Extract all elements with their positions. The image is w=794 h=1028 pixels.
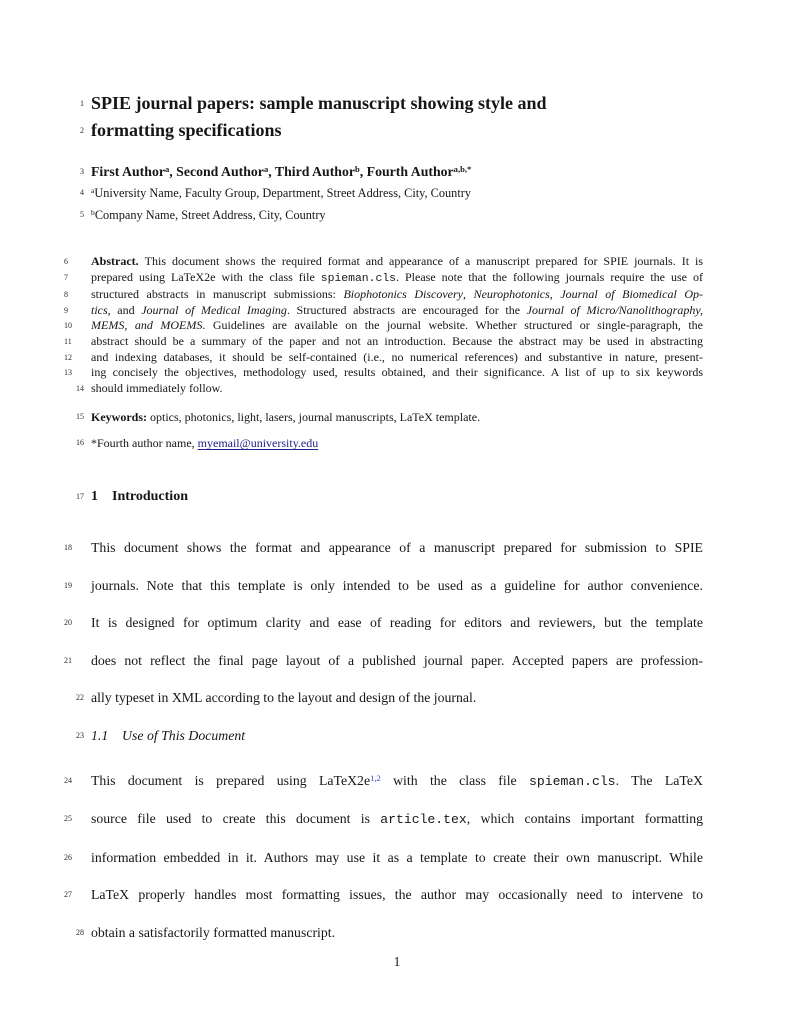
text-segment: ing concisely the objectives, methodology used, results obtained, and their significance. A list of up to six keywords — [91, 365, 703, 380]
doc-line — [76, 435, 703, 451]
code-text: spieman.cls — [529, 773, 616, 789]
text-segment: , and — [107, 302, 142, 317]
doc-line — [76, 486, 703, 507]
document-content — [64, 90, 704, 960]
text-segment: SPIE journal papers: sample manuscript showing style and — [91, 93, 547, 113]
line-number: 4 — [80, 188, 84, 197]
italic-text: tics — [91, 302, 108, 317]
line-number: 27 — [64, 890, 72, 900]
text-segment: journals. Note that this template is only intended to be used as a guideline for author convenience. — [91, 577, 703, 593]
line-number: 2 — [80, 126, 84, 135]
block-authors — [80, 162, 703, 183]
block-section — [76, 486, 703, 507]
line-number: 20 — [64, 618, 72, 628]
code-text: article.tex — [380, 812, 467, 828]
block-body — [64, 538, 703, 708]
text-segment: LaTeX properly handles most formatting issues, the author may occasionally need to intervene to — [91, 887, 703, 903]
superscript: a,b,* — [453, 163, 472, 174]
doc-line — [76, 409, 703, 425]
italic-text: Journal of Biomedical Op- — [560, 287, 704, 302]
doc-line — [64, 269, 703, 288]
line-number: 15 — [76, 412, 84, 422]
text-segment: , — [549, 287, 561, 302]
text-segment: First Author — [91, 164, 165, 179]
line-number: 23 — [76, 730, 84, 740]
doc-line — [64, 318, 703, 334]
text-segment: does not reflect the final page layout of a published journal paper. Accepted papers are profession- — [91, 652, 703, 668]
doc-line — [80, 90, 703, 117]
doc-line — [64, 848, 703, 868]
block-body — [64, 771, 703, 943]
superscript: a — [91, 186, 95, 196]
block-email — [76, 435, 703, 451]
citation-link[interactable]: 1,2 — [370, 772, 381, 783]
doc-line — [76, 726, 703, 746]
doc-line — [80, 183, 703, 205]
doc-line — [80, 117, 703, 144]
italic-text: MEMS, and MOEMS — [91, 318, 203, 333]
text-segment: with the class file — [380, 772, 530, 788]
doc-line — [64, 538, 703, 558]
text-segment: It is designed for optimum clarity and ease of reading for editors and reviewers, but the template — [91, 615, 703, 631]
doc-line — [76, 923, 703, 943]
text-segment: , Third Author — [268, 164, 355, 179]
superscript: a — [263, 163, 269, 174]
text-segment: 1.1 Use of This Document — [91, 727, 246, 743]
block-abstract — [64, 254, 704, 396]
line-number: 25 — [64, 814, 72, 824]
text-segment: . Guidelines are available on the journal website. Whether structured or single-paragraph, the — [202, 318, 703, 333]
text-segment: . Structured abstracts are encouraged for the — [286, 302, 527, 317]
block-subsection — [76, 726, 703, 746]
page-number: 1 — [393, 954, 401, 969]
text-segment: Company Name, Street Address, City, Country — [94, 208, 326, 222]
doc-line — [80, 162, 703, 183]
text-segment: *Fourth author name, — [91, 436, 198, 451]
text-segment: This document shows the format and appearance of a manuscript prepared for submission to SPIE — [91, 540, 703, 556]
email-link[interactable]: myemail@university.edu — [197, 436, 319, 451]
block-title — [80, 90, 703, 144]
text-segment: , Fourth Author — [359, 164, 454, 179]
line-number: 9 — [64, 305, 68, 315]
text-segment: structured abstracts in manuscript submissions: — [91, 287, 344, 302]
text-segment: source file used to create this document is — [91, 811, 381, 827]
text-segment: , — [463, 287, 474, 302]
text-segment: prepared using LaTeX2e with the class file — [91, 269, 321, 284]
superscript: a — [164, 163, 170, 174]
text-segment: University Name, Faculty Group, Department, Street Address, City, Country — [94, 186, 471, 200]
line-number: 19 — [64, 580, 72, 590]
doc-line — [64, 771, 703, 792]
line-number: 12 — [64, 352, 72, 362]
text-segment: 1 Introduction — [91, 489, 188, 505]
doc-line — [64, 254, 703, 270]
line-number: 11 — [64, 336, 72, 346]
italic-text: Biophotonics Discovery — [343, 287, 463, 302]
line-number: 17 — [76, 492, 84, 502]
italic-text: Journal of Medical Imaging — [141, 302, 287, 317]
text-segment: optics, photonics, light, lasers, journal manuscripts, LaTeX template. — [147, 410, 481, 425]
line-number: 7 — [64, 272, 68, 282]
text-segment: ally typeset in XML according to the layout and design of the journal. — [91, 690, 477, 706]
doc-line — [64, 302, 704, 319]
superscript: b — [355, 163, 360, 174]
italic-text: Journal of Micro/Nanolithography, — [526, 302, 704, 317]
line-number: 14 — [76, 383, 84, 393]
line-number: 18 — [64, 543, 72, 553]
bold-text: Keywords: — [91, 410, 147, 425]
doc-line — [76, 380, 703, 397]
doc-line — [64, 333, 703, 350]
line-number: 21 — [64, 655, 72, 665]
text-segment: and indexing databases, it should be self-contained (i.e., no numerical references) and substantive in nature, present- — [91, 349, 703, 364]
doc-line — [64, 349, 703, 366]
line-number: 3 — [80, 167, 84, 176]
superscript: b — [91, 208, 95, 218]
bold-text: Abstract. — [91, 254, 139, 268]
text-segment: abstract should be a summary of the paper and not an introduction. Because the abstract may be used in abstracting — [91, 333, 703, 348]
line-number: 13 — [64, 368, 72, 378]
line-number: 22 — [76, 693, 84, 703]
block-keywords — [76, 409, 703, 425]
line-number: 1 — [80, 99, 84, 108]
doc-line — [64, 809, 703, 830]
text-segment: should immediately follow. — [91, 380, 223, 395]
text-segment: formatting specifications — [91, 120, 282, 140]
doc-line — [80, 205, 703, 227]
line-number: 26 — [64, 852, 72, 862]
block-affiliations — [80, 183, 703, 227]
line-number: 28 — [76, 927, 84, 937]
doc-line — [64, 287, 704, 303]
text-segment: . The LaTeX — [615, 772, 703, 788]
italic-text: Neurophotonics — [473, 287, 550, 302]
text-segment: , which contains important formatting — [466, 811, 703, 827]
text-segment: obtain a satisfactorily formatted manuscript. — [91, 924, 336, 940]
doc-line — [64, 651, 703, 671]
text-segment: information embedded in it. Authors may use it as a template to create their own manuscript. While — [91, 849, 703, 865]
line-number: 16 — [76, 438, 84, 448]
line-number: 6 — [64, 257, 68, 266]
code-text: spieman.cls — [320, 272, 396, 285]
line-number: 8 — [64, 290, 68, 300]
line-number: 24 — [64, 775, 72, 785]
text-segment: , Second Author — [169, 164, 264, 179]
doc-line — [64, 885, 703, 905]
text-segment: This document shows the required format and appearance of a manuscript prepared for SPIE journals. It is — [138, 254, 703, 268]
line-number: 10 — [64, 321, 72, 331]
text-segment: . Please note that the following journals require the use of — [396, 269, 703, 284]
doc-line — [64, 365, 703, 381]
line-number: 5 — [80, 210, 84, 219]
doc-line — [76, 688, 703, 708]
text-segment: This document is prepared using LaTeX2e — [91, 772, 371, 788]
doc-line — [64, 613, 703, 633]
doc-line — [64, 576, 703, 596]
